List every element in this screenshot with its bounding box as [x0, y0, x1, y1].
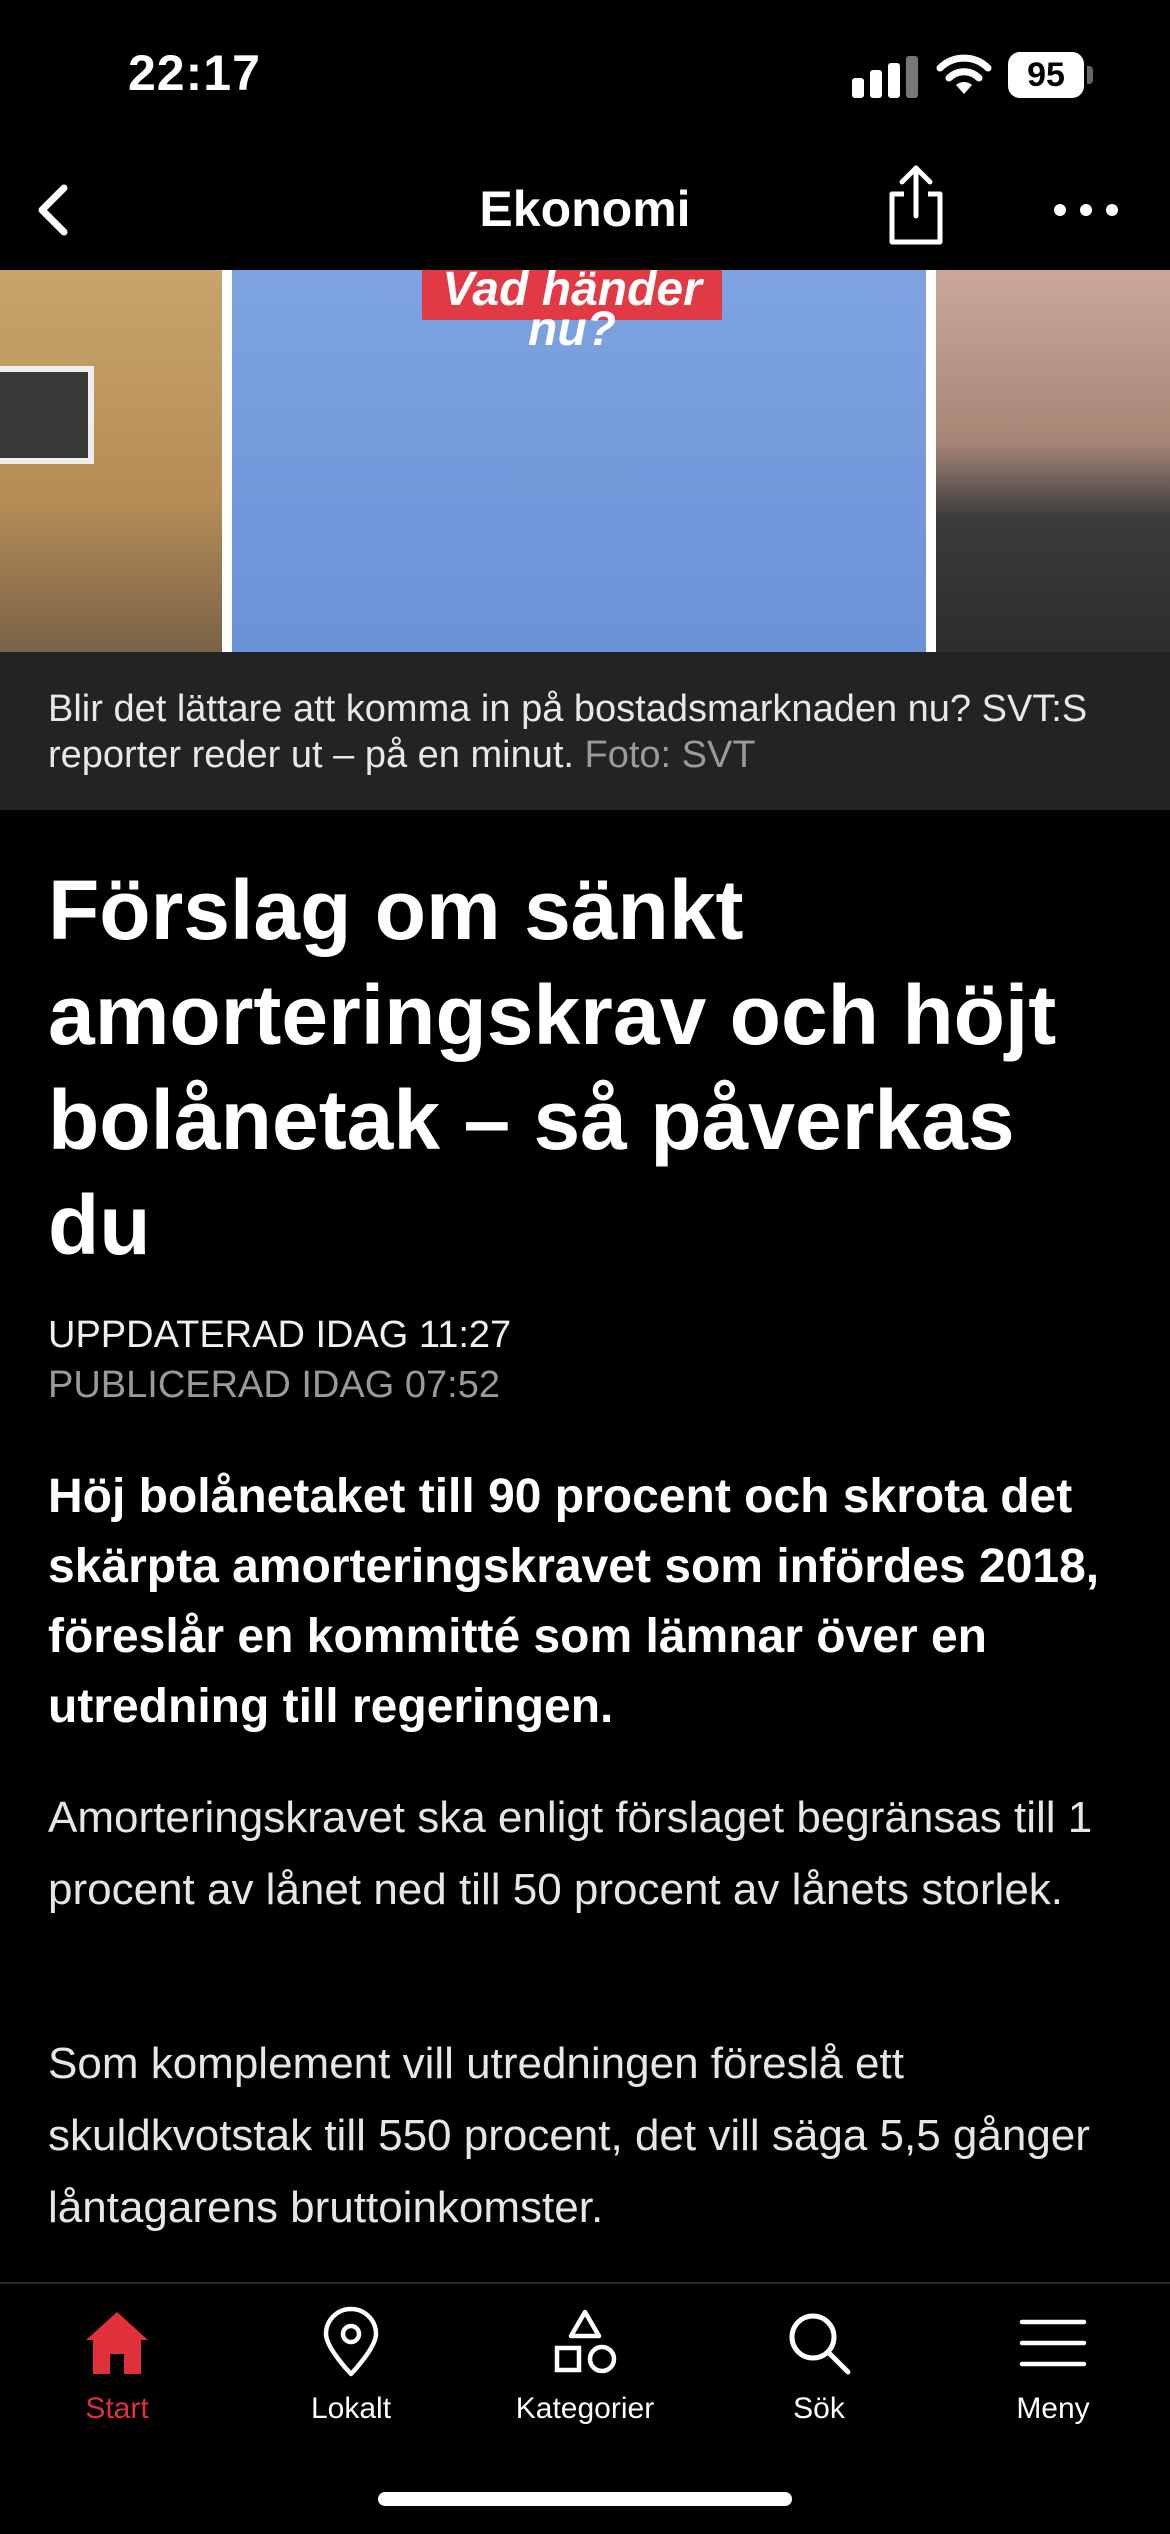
- status-time: 22:17: [128, 45, 261, 101]
- image-caption: [0, 652, 1170, 810]
- hero-banner-text: Vad händer nu?: [422, 270, 722, 320]
- categories-icon: [550, 2308, 620, 2378]
- caption-text: Blir det lättare att komma in på bostadsmarknaden nu? SVT:S reporter reder ut – på en minut.: [48, 688, 1088, 776]
- battery-level: 95: [1008, 52, 1084, 98]
- tab-label: Lokalt: [310, 2392, 392, 2425]
- tab-label: Kategorier: [515, 2392, 655, 2425]
- hero-image-house: [0, 270, 222, 652]
- home-icon: [82, 2308, 152, 2378]
- tab-meny[interactable]: [936, 2284, 1170, 2454]
- battery-tip: [1087, 66, 1093, 84]
- tab-label: Meny: [1016, 2392, 1090, 2425]
- tab-start[interactable]: [0, 2284, 234, 2454]
- wifi-icon: [936, 52, 992, 96]
- status-bar: [0, 0, 1170, 150]
- hero-image-reporter[interactable]: [232, 263, 926, 652]
- article-headline: Förslag om sänkt amorteringskrav och höjt bolånetak – så påverkas du: [48, 863, 1057, 1272]
- hero-image-person: [936, 270, 1170, 652]
- signal-icon: [852, 56, 918, 98]
- article-lead: Höj bolånetaket till 90 procent och skrota det skärpta amorteringskravet som infördes 2018, föreslår en kommitté som lämnar över en utredning till regeringen.: [48, 1470, 1100, 1733]
- home-indicator[interactable]: [378, 2492, 792, 2506]
- tab-label: Sök: [793, 2392, 845, 2425]
- menu-icon: [1018, 2308, 1088, 2378]
- updated-timestamp: UPPDATERAD IDAG 11:27: [48, 1314, 512, 1356]
- battery-icon: [1008, 52, 1092, 98]
- image-divider: [222, 270, 232, 652]
- tab-lokalt[interactable]: [234, 2284, 468, 2454]
- hero-video-carousel[interactable]: [0, 263, 1170, 652]
- tab-label: Start: [85, 2392, 149, 2425]
- tab-sok[interactable]: [702, 2284, 936, 2454]
- article-paragraph: Amorteringskravet ska enligt förslaget begränsas till 1 procent av lånet ned till 50 procent av lånets storlek.: [48, 1793, 1093, 1914]
- tab-kategorier[interactable]: [468, 2284, 702, 2454]
- nav-bar: [0, 150, 1170, 270]
- caption-credit: Foto: SVT: [584, 734, 756, 776]
- share-icon[interactable]: [876, 160, 956, 250]
- image-divider: [926, 270, 936, 652]
- page-title: Ekonomi: [479, 181, 691, 237]
- published-timestamp: PUBLICERAD IDAG 07:52: [48, 1364, 500, 1406]
- house-window: [0, 366, 94, 464]
- location-pin-icon: [316, 2308, 386, 2378]
- article-paragraph: Som komplement vill utredningen föreslå ett skuldkvotstak till 550 procent, det vill säga 5,5 gånger låntagarens bruttoinkomster.: [48, 2039, 1090, 2232]
- search-icon: [784, 2308, 854, 2378]
- more-icon[interactable]: [1046, 180, 1126, 240]
